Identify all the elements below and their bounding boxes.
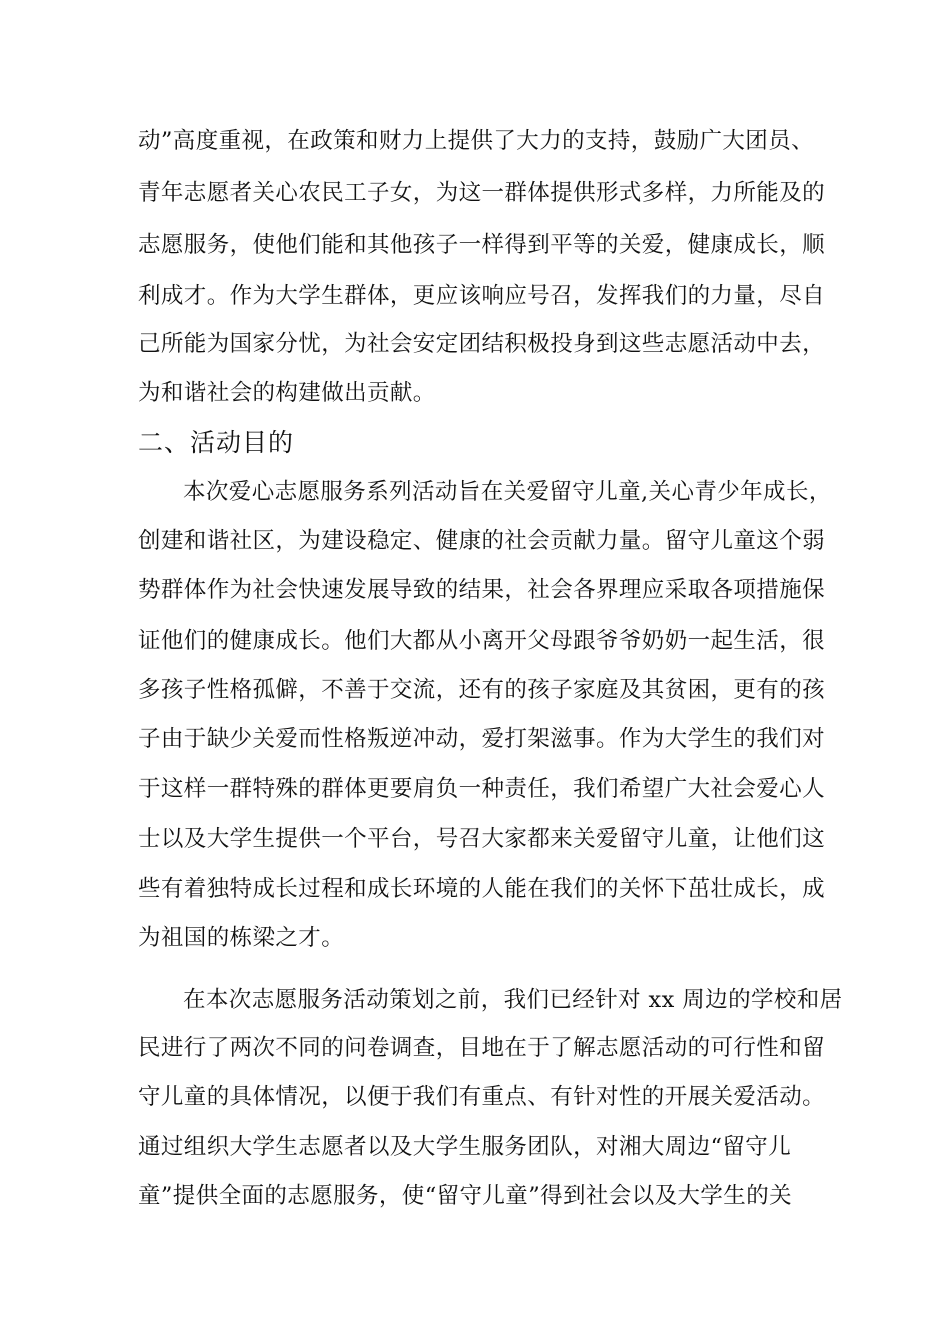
paragraph-2-line-4: 证他们的健康成长。他们大都从小离开父母跟爷爷奶奶一起生活，很 <box>138 628 826 654</box>
paragraph-2-line-7: 于这样一群特殊的群体更要肩负一种责任，我们希望广大社会爱心人 <box>138 776 826 802</box>
paragraph-3-line-4: 通过组织大学生志愿者以及大学生服务团队，对湘大周边“留守儿 <box>138 1134 792 1160</box>
section-heading: 二、活动目的 <box>138 428 295 457</box>
paragraph-2-line-9: 些有着独特成长过程和成长环境的人能在我们的关怀下茁壮成长，成 <box>138 876 826 902</box>
paragraph-1-line-6: 为和谐社会的构建做出贡献。 <box>138 380 436 406</box>
paragraph-2-line-5: 多孩子性格孤僻，不善于交流，还有的孩子家庭及其贫困，更有的孩 <box>138 677 826 703</box>
paragraph-3-line-2: 民进行了两次不同的问卷调查，目地在于了解志愿活动的可行性和留 <box>138 1035 826 1061</box>
paragraph-1-line-4: 利成才。作为大学生群体，更应该响应号召，发挥我们的力量，尽自 <box>138 283 826 309</box>
paragraph-2-line-3: 势群体作为社会快速发展导致的结果，社会各界理应采取各项措施保 <box>138 577 826 603</box>
paragraph-2-line-8: 士以及大学生提供一个平台，号召大家都来关爱留守儿童，让他们这 <box>138 826 826 852</box>
paragraph-1-line-3: 志愿服务，使他们能和其他孩子一样得到平等的关爱，健康成长，顺 <box>138 232 826 258</box>
paragraph-1-line-2: 青年志愿者关心农民工子女，为这一群体提供形式多样，力所能及的 <box>138 180 826 206</box>
paragraph-2-line-2: 创建和谐社区，为建设稳定、健康的社会贡献力量。留守儿童这个弱 <box>138 528 826 554</box>
paragraph-1-line-5: 己所能为国家分忧，为社会安定团结积极投身到这些志愿活动中去， <box>138 331 826 357</box>
paragraph-3-line-3: 守儿童的具体情况，以便于我们有重点、有针对性的开展关爱活动。 <box>138 1084 826 1110</box>
paragraph-2-line-1: 本次爱心志愿服务系列活动旨在关爱留守儿童,关心青少年成长， <box>183 479 832 505</box>
paragraph-3-line-1: 在本次志愿服务活动策划之前，我们已经针对 xx 周边的学校和居 <box>183 987 843 1013</box>
paragraph-2-line-10: 为祖国的栋梁之才。 <box>138 925 345 951</box>
paragraph-2-line-6: 子由于缺少关爱而性格叛逆冲动，爱打架滋事。作为大学生的我们对 <box>138 726 826 752</box>
paragraph-3-line-5: 童”提供全面的志愿服务，使“留守儿童”得到社会以及大学生的关 <box>138 1183 793 1209</box>
paragraph-1-line-1: 动”高度重视，在政策和财力上提供了大力的支持，鼓励广大团员、 <box>138 128 815 154</box>
